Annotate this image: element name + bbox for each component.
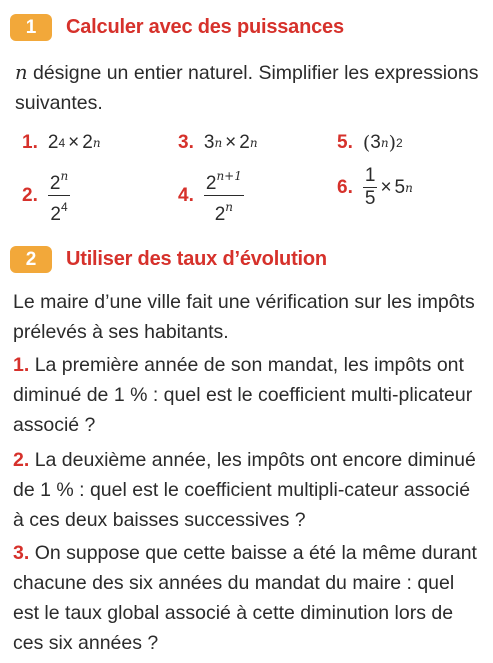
left-parenthesis: ( — [362, 132, 371, 154]
question-1 — [13, 350, 483, 440]
exercise-number-badge: 1 — [10, 14, 52, 41]
base: 3 — [203, 132, 215, 153]
outer-exponent: 2 — [396, 136, 403, 150]
exponent: n — [92, 136, 101, 150]
question-number: 2. — [13, 449, 30, 471]
expression-item-5 — [337, 132, 403, 154]
expression-item-6 — [337, 166, 413, 209]
question-number: 1. — [13, 354, 30, 376]
fraction — [204, 166, 244, 225]
variable-n: n — [15, 61, 28, 84]
exponent: n — [380, 136, 389, 150]
times-operator: × — [225, 132, 237, 153]
question-number: 3. — [13, 542, 30, 564]
question-3 — [13, 538, 483, 658]
question-2 — [13, 445, 483, 535]
times-operator: × — [380, 176, 392, 198]
expression-item-4 — [178, 166, 244, 225]
denominator: 5 — [364, 188, 376, 209]
expression-item-3 — [178, 132, 258, 154]
expression-item-2 — [22, 166, 70, 225]
expression-item-1 — [22, 132, 101, 154]
right-parenthesis: ) — [388, 132, 397, 154]
item-number: 2. — [22, 184, 38, 206]
item-number: 6. — [337, 176, 353, 198]
numerator: $2^{n+1}$ — [204, 166, 244, 196]
denominator: $2^4$ — [50, 200, 68, 225]
exercise-2-header — [10, 246, 327, 273]
fraction — [363, 166, 378, 209]
times-operator: × — [68, 132, 80, 153]
item-number: 5. — [337, 132, 353, 153]
base: 2 — [239, 132, 250, 153]
intro-text: désigne un entier naturel. Simplifier les expressions suivantes. — [15, 62, 479, 114]
item-number: 1. — [22, 132, 38, 153]
exercise-number-badge: 2 — [10, 246, 52, 273]
denominator: 2$^n$ — [214, 200, 234, 225]
exponent: n — [249, 136, 258, 150]
item-number: 3. — [178, 132, 194, 153]
exercise-title: Utiliser des taux d’évolution — [66, 248, 327, 270]
question-text: La deuxième année, les impôts ont encore diminué de 1 % : quel est le coefficient multipli-cateur associé à ces deux baisses successives ? — [13, 449, 476, 531]
exercise-1-header — [10, 14, 344, 41]
numerator: 1 — [364, 165, 376, 186]
exercise-1-intro — [15, 58, 485, 118]
exercise-title: Calculer avec des puissances — [66, 16, 344, 38]
base: 2 — [82, 132, 93, 153]
exponent: n — [405, 180, 413, 195]
exponent: n — [214, 136, 223, 150]
base: 3 — [370, 132, 381, 153]
question-text: La première année de son mandat, les impôts ont diminué de 1 % : quel est le coefficient multi-plicateur associé ? — [13, 354, 473, 436]
fraction — [48, 166, 70, 225]
base: 2 — [47, 132, 59, 153]
numerator: 2$^n$ — [48, 166, 70, 196]
exercise-2-intro: Le maire d’une ville fait une vérification sur les impôts prélevés à ses habitants. — [13, 291, 475, 343]
item-number: 4. — [178, 184, 194, 206]
exponent: 4 — [58, 136, 66, 150]
question-text: On suppose que cette baisse a été la même durant chacune des six années du mandat du maire : quel est le taux global associé à cette diminution lors de ces six années ? — [13, 542, 477, 654]
base: 5 — [394, 176, 406, 198]
